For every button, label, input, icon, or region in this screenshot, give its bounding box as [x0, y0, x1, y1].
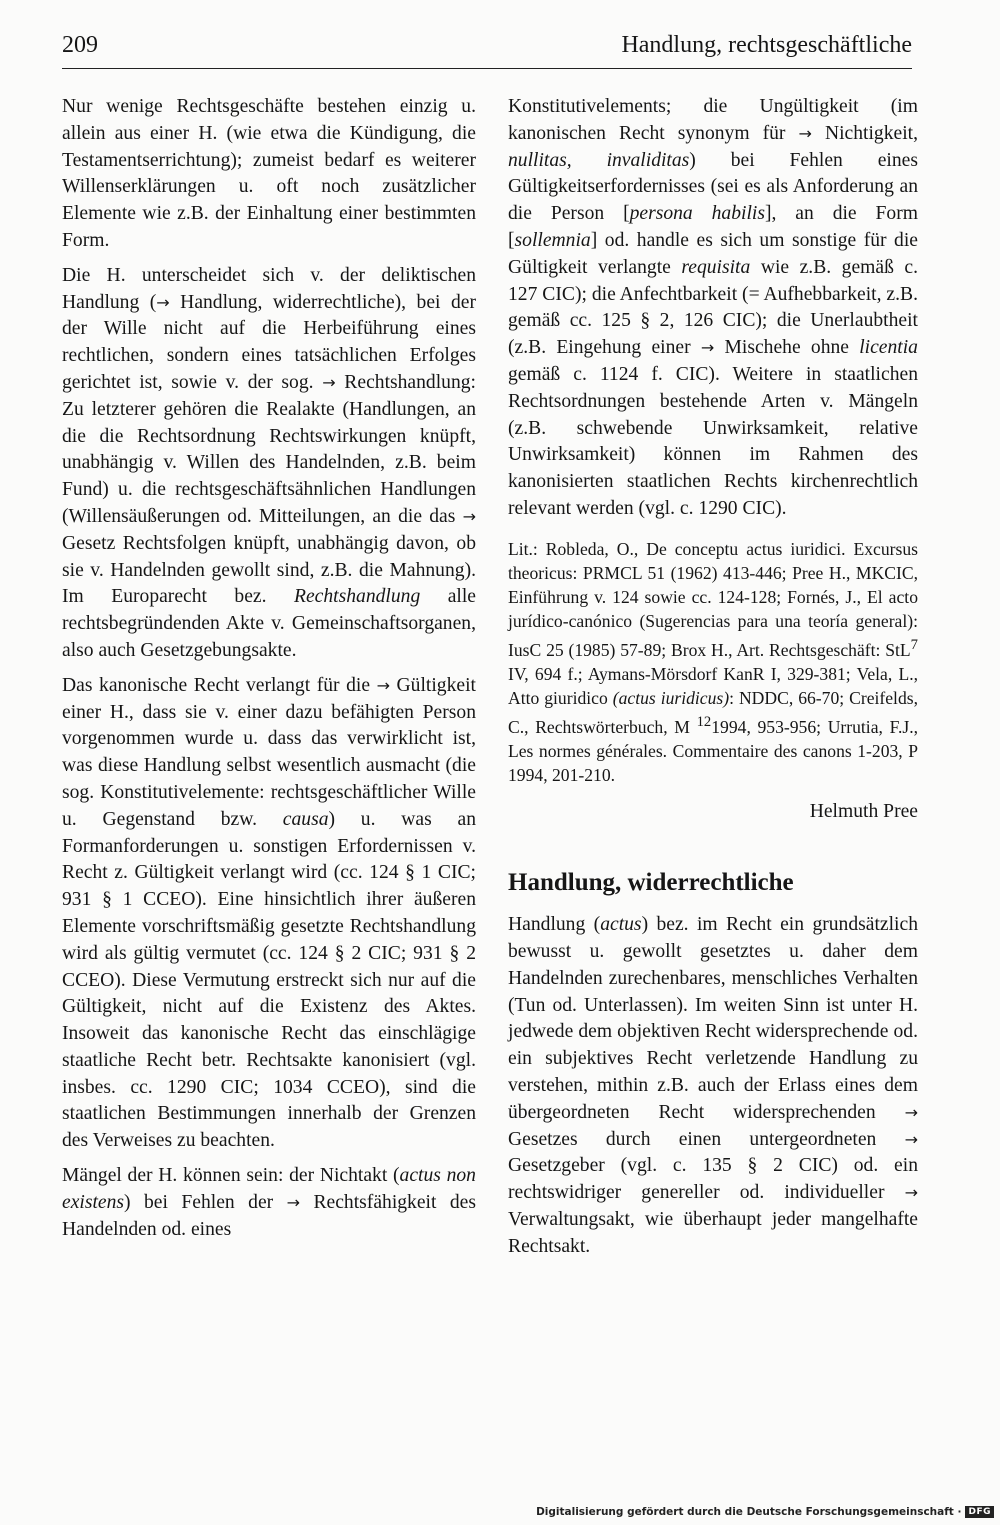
cross-reference-arrow-icon: → — [904, 1129, 918, 1149]
entry-title: Handlung, widerrechtliche — [508, 869, 794, 897]
text: Die H. unterscheidet sich v. der deliktischen Handlung ( — [62, 264, 476, 313]
italic-term: licentia — [859, 337, 918, 359]
article-author: Helmuth Pree — [809, 801, 918, 823]
italic-term: (actus iuridicus) — [612, 688, 730, 709]
cross-reference-arrow-icon: → — [700, 338, 715, 358]
left-column — [62, 94, 476, 1251]
text: ) bei Fehlen der — [124, 1191, 287, 1213]
italic-term: nullitas, invaliditas — [508, 149, 690, 171]
text: alle rechtsbegründenden Akte v. Gemeinschaftsorganen, also auch Gesetzgebungsakte. — [62, 586, 476, 661]
text: Gültigkeit einer H., dass sie v. einer dazu befähigten Person vorgenommen wurde u. dass das verwirklicht ist, was diese Handlung selbst wesentlich ausmacht (die sog. Konstitutivelemente: rechtsgeschäftlicher Wille u. Gegenstand bzw. — [62, 674, 476, 830]
cross-reference-arrow-icon: → — [904, 1183, 918, 1203]
text: Gesetzes durch einen untergeordneten — [508, 1128, 905, 1150]
text: ], an die Form [ — [508, 203, 918, 251]
page-number: 209 — [62, 32, 98, 58]
text: Nichtigkeit, — [811, 122, 918, 144]
dfg-logo: DFG — [965, 1506, 994, 1518]
text: Das kanonische Recht verlangt für die — [62, 674, 377, 696]
text: Nur wenige Rechtsgeschäfte bestehen einzig u. allein aus einer H. (wie etwa die Kündigung, die Testamentserrichtung); zumeist bedarf es weiterer Willenserklärungen u. oft noch zusätzlicher Elemente wie z.B. der Einhaltung einer bestimmten Form. — [62, 96, 476, 251]
italic-term: actus — [600, 914, 642, 936]
italic-term: causa — [282, 808, 329, 830]
text: Rechtsfähigkeit des Handelnden od. eines — [62, 1191, 477, 1240]
italic-term: actus non existens — [62, 1165, 476, 1213]
literature-references — [508, 537, 918, 788]
text: gemäß c. 1124 f. CIC). Weitere in staatlichen Rechtsordnungen bestehende Arten v. Mängeln (z.B. schwebende Unwirksamkeit, relative Unwirksamkeit) können im Rahmen des kanonisierten staatlichen Rechts kirchenrechtlich relevant werden (vgl. c. 1290 CIC). — [508, 363, 918, 519]
text: Handlung ( — [508, 914, 601, 936]
cross-reference-arrow-icon: → — [322, 372, 336, 392]
digitization-footer — [536, 1503, 994, 1521]
running-title: Handlung, rechtsgeschäftliche — [621, 32, 912, 58]
text: ) bei Fehlen eines Gültigkeitserfordernisses (sei es als Anforderung an die Person [ — [508, 149, 918, 225]
paragraph — [508, 912, 918, 1260]
text: ] od. handle es sich um sonstige für die Gültigkeit verlangte — [508, 229, 918, 278]
superscript: 12 — [696, 714, 712, 731]
text: ) u. was an Formanforderungen u. sonstigen Erfordernissen v. Recht z. Gültigkeit verlangt wird (cc. 124 § 1 CIC; 931 § 1 CCEO). Eine hinsichtlich ihrer äußeren Elemente vorschriftsmäßig gesetzte Rechtshandlung wird als gültig vermutet (cc. 124 § 2 CIC; 931 § 2 CCEO). Diese Vermutung erstreckt sich nur auf die Gültigkeit, nicht auf die Existenz des Aktes. Insoweit das kanonische Recht das einschlägige staatliche Recht betr. Rechtsakte kanonisiert (vgl. insbes. cc. 1290 CIC; 1034 CCEO), sind die staatlichen Bestimmungen innerhalb der Grenzen des Verweises zu beachten. — [62, 808, 476, 1152]
text: Lit.: Robleda, O., De conceptu actus iuridici. Excursus theoricus: PRMCL 51 (1962) 413-446; Pree H., MKCIC, Einführung v. 124 sowie cc. 124-128; Fornés, J., El acto jurídico-canónico (Sugerencias para una teoría general): IusC 25 (1985) 57-89; Brox H., Art. Rechtsgeschäft: StL — [508, 538, 918, 660]
text: Mängel der H. können sein: der Nichtakt ( — [62, 1165, 400, 1187]
text: Rechtshandlung: Zu letzterer gehören die Realakte (Handlungen, an die die Rechtsordnung Rechtswirkungen knüpft, unabhängig v. Willen des Handelnden, z.B. beim Fund) u. die rechtsgeschäftsähnlichen Handlungen (Willensäußerungen od. Mitteilungen, an die das — [62, 371, 477, 527]
running-head — [62, 30, 912, 69]
right-column — [508, 94, 918, 1269]
text: 1994, 953-956; Urrutia, F.J., Les normes générales. Commentaire des canons 1-203, P 1994, 201-210. — [508, 717, 918, 786]
text: wie z.B. gemäß c. 127 CIC); die Anfechtbarkeit (= Aufhebbarkeit, z.B. gemäß cc. 125 § 2, 126 CIC); die Unerlaubtheit (z.B. Eingehung einer — [508, 256, 918, 359]
cross-reference-arrow-icon: → — [904, 1102, 918, 1122]
text: ) bez. im Recht ein grundsätzlich bewusst u. gewollt gesetztes u. daher dem Handelnden zurechenbares, menschliches Verhalten (Tun od. Unterlassen). Im weiten Sinn ist unter H. jedwede dem objektiven Recht widersprechende od. ein subjektives Recht verletzende Handlung zu verstehen, mithin z.B. auch der Erlass eines dem übergeordneten Recht widersprechenden — [508, 914, 918, 1123]
cross-reference-arrow-icon: → — [286, 1192, 301, 1212]
cross-reference-arrow-icon: → — [156, 292, 170, 312]
paragraph — [62, 263, 476, 665]
italic-term: Rechtshandlung — [294, 586, 421, 608]
cross-reference-arrow-icon: → — [462, 506, 476, 526]
text: Verwaltungsakt, wie überhaupt jeder mangelhafte Rechtsakt. — [508, 1208, 918, 1257]
cross-reference-arrow-icon: → — [376, 675, 390, 695]
paragraph — [62, 1163, 476, 1243]
paragraph — [508, 94, 918, 523]
paragraph — [62, 94, 476, 255]
text: Gesetz Rechtsfolgen knüpft, unabhängig davon, ob sie v. Handelnden gewollt sind, z.B. die Mahnung). Im Europarecht bez. — [62, 532, 476, 608]
text: : NDDC, 66-70; Creifelds, C., Rechtswörterbuch, M — [508, 688, 918, 738]
text: Handlung, widerrechtliche), bei der der Wille nicht auf die Herbeiführung eines rechtlichen, sondern eines tatsächlichen Erfolges gerichtet ist, sowie v. der sog. — [62, 291, 476, 393]
footer-credit: Digitalisierung gefördert durch die Deutsche Forschungsgemeinschaft · — [536, 1506, 962, 1518]
paragraph — [62, 673, 476, 1155]
italic-term: requisita — [681, 256, 751, 278]
superscript: 7 — [910, 637, 918, 654]
cross-reference-arrow-icon: → — [798, 123, 812, 143]
italic-term: sollemnia — [514, 229, 591, 251]
text: Konstitutivelements; die Ungültigkeit (im kanonischen Recht synonym für — [508, 96, 918, 144]
text: Mischehe ohne — [714, 337, 860, 359]
text: Gesetzgeber (vgl. c. 135 § 2 CIC) od. ein rechtswidriger genereller od. individueller — [508, 1155, 918, 1204]
italic-term: persona habilis — [629, 203, 765, 225]
text: IV, 694 f.; Aymans-Mörsdorf KanR I, 329-381; Vela, L., Atto giuridico — [508, 664, 918, 709]
